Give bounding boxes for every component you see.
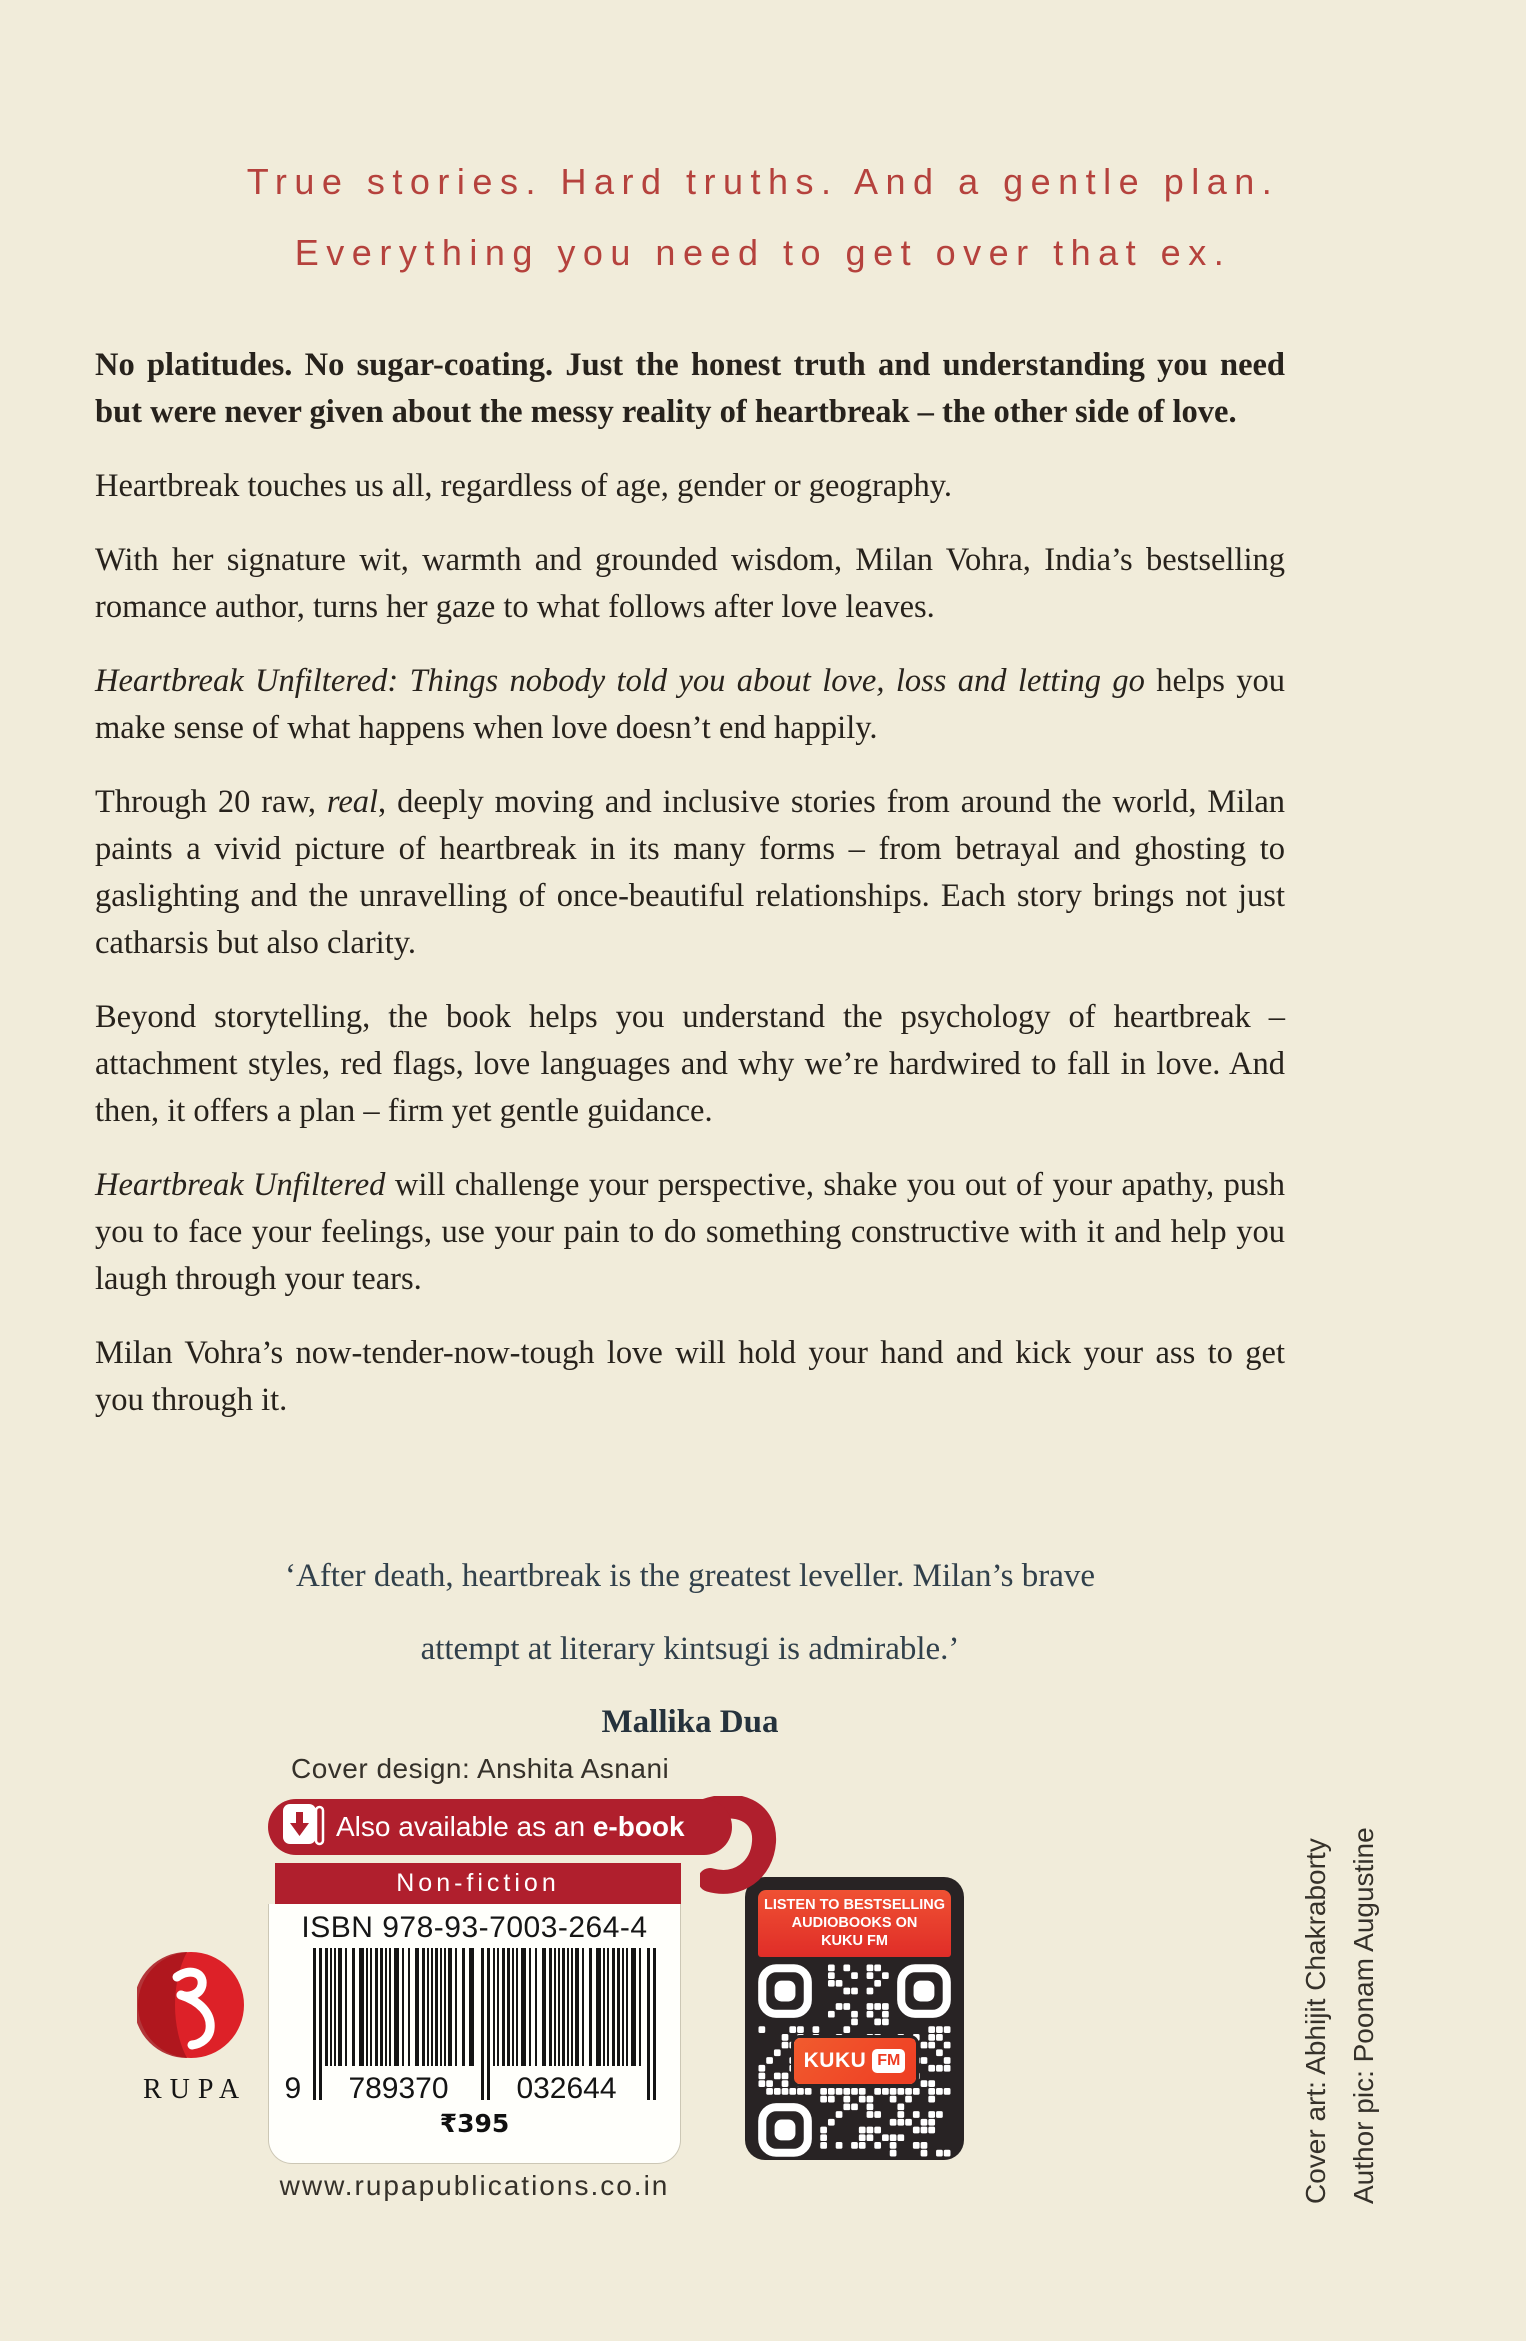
kuku-fm-brand-label (794, 2038, 916, 2084)
barcode-digits-right: 032644 (516, 2072, 617, 2105)
kuku-header-line-1: LISTEN TO BESTSELLING (764, 1897, 945, 1913)
publisher-website: www.rupapublications.co.in (279, 2170, 670, 2201)
kuku-fm-box: FM (872, 2049, 905, 2073)
blurb-text: Beyond storytelling, the book helps you understand the psychology of heartbreak – attachment styles, red flags, love languages and why we’re hardwired to fall in love. And then, it offers a plan – firm yet gentle guidance. (95, 999, 1285, 1129)
blurb-paragraph-5 (95, 779, 1285, 967)
kuku-fm-qr-block (745, 1877, 964, 2160)
blurb-text: will challenge your perspective, shake you out of your apathy, push you to face your feelings, use your pain to do something constructive with it and help you laugh through your tears. (95, 1167, 1285, 1297)
tagline (0, 146, 1526, 288)
book-title: Heartbreak Unfiltered (95, 1167, 386, 1203)
blurb-paragraph-6 (95, 994, 1285, 1135)
isbn-number: ISBN 978-93-7003-264-4 (301, 1911, 648, 1944)
blurb-text: Through 20 raw, (95, 784, 327, 820)
category-label: Non-fiction (275, 1863, 681, 1904)
kuku-header-line-3: KUKU FM (821, 1933, 888, 1949)
quote-line-1: ‘After death, heartbreak is the greatest leveller. Milan’s brave (285, 1558, 1095, 1594)
side-credits (1292, 1759, 1388, 2204)
isbn-box (268, 1904, 681, 2164)
book-title-subtitle: Heartbreak Unfiltered: Things nobody told you about love, loss and letting go (95, 663, 1145, 699)
blurb-text: , deeply moving and inclusive stories from around the world, Milan paints a vivid picture of heartbreak in its many forms – from betrayal and ghosting to gaslighting and the unravelling of once-beautiful relationships. Each story brings not just catharsis but also clarity. (95, 784, 1285, 961)
tagline-line-1: True stories. Hard truths. And a gentle plan. (246, 161, 1280, 202)
endorsement-author: Mallika Dua (601, 1704, 779, 1740)
rupa-logo-icon (137, 1951, 245, 2059)
kuku-brand-text: KUKU (803, 2048, 867, 2072)
blurb-text: With her signature wit, warmth and grounded wisdom, Milan Vohra, India’s bestselling romance author, turns her gaze to what follows after love leaves. (95, 542, 1285, 625)
quote-line-2 (95, 1613, 1285, 1759)
ebook-download-icon (280, 1800, 326, 1855)
kuku-qr-code (758, 1964, 951, 2157)
publisher-name: RUPA (143, 2074, 248, 2105)
blurb-text: Heartbreak touches us all, regardless of age, gender or geography. (95, 468, 952, 504)
isbn-barcode (285, 1948, 665, 2106)
ebook-badge (268, 1799, 732, 1855)
cover-art-credit: Cover art: Abhijit Chakraborty (1300, 1838, 1331, 2204)
blurb-paragraph-1 (95, 342, 1285, 436)
ebook-badge-text (336, 1811, 685, 1843)
blurb-paragraph-8 (95, 1330, 1285, 1424)
endorsement-quote (95, 1540, 1285, 1759)
ebook-badge-prefix: Also available as an (336, 1811, 593, 1842)
rupa-logo (137, 1951, 248, 2106)
blurb-emphasis: real (326, 784, 379, 820)
blurb-paragraph-4 (95, 658, 1285, 752)
author-pic-credit: Author pic: Poonam Augustine (1348, 1827, 1379, 2204)
barcode-digits-left: 789370 (348, 2072, 449, 2105)
cover-design-credit: Cover design: Anshita Asnani (291, 1753, 670, 1784)
blurb-text: helps you make sense of what happens when love doesn’t end happily. (95, 663, 1285, 746)
tagline-line-2: Everything you need to get over that ex. (294, 232, 1232, 273)
blurb-text: No platitudes. No sugar-coating. Just the honest truth and understanding you need but were never given about the messy reality of heartbreak – the other side of love. (95, 347, 1285, 430)
blurb-paragraph-3 (95, 537, 1285, 631)
blurb-paragraph-7 (95, 1162, 1285, 1303)
kuku-fm-header (758, 1890, 951, 1957)
price: ₹395 (439, 2109, 510, 2138)
back-cover-blurb (95, 342, 1285, 1451)
blurb-paragraph-2 (95, 463, 1285, 510)
quote-text: attempt at literary kintsugi is admirable.’ (420, 1631, 960, 1667)
blurb-text: Milan Vohra’s now-tender-now-tough love will hold your hand and kick your ass to get you through it. (95, 1335, 1285, 1418)
kuku-header-line-2: AUDIOBOOKS ON (791, 1915, 918, 1931)
ebook-badge-emphasis: e-book (592, 1811, 685, 1842)
barcode-digit-lead: 9 (284, 2072, 302, 2105)
